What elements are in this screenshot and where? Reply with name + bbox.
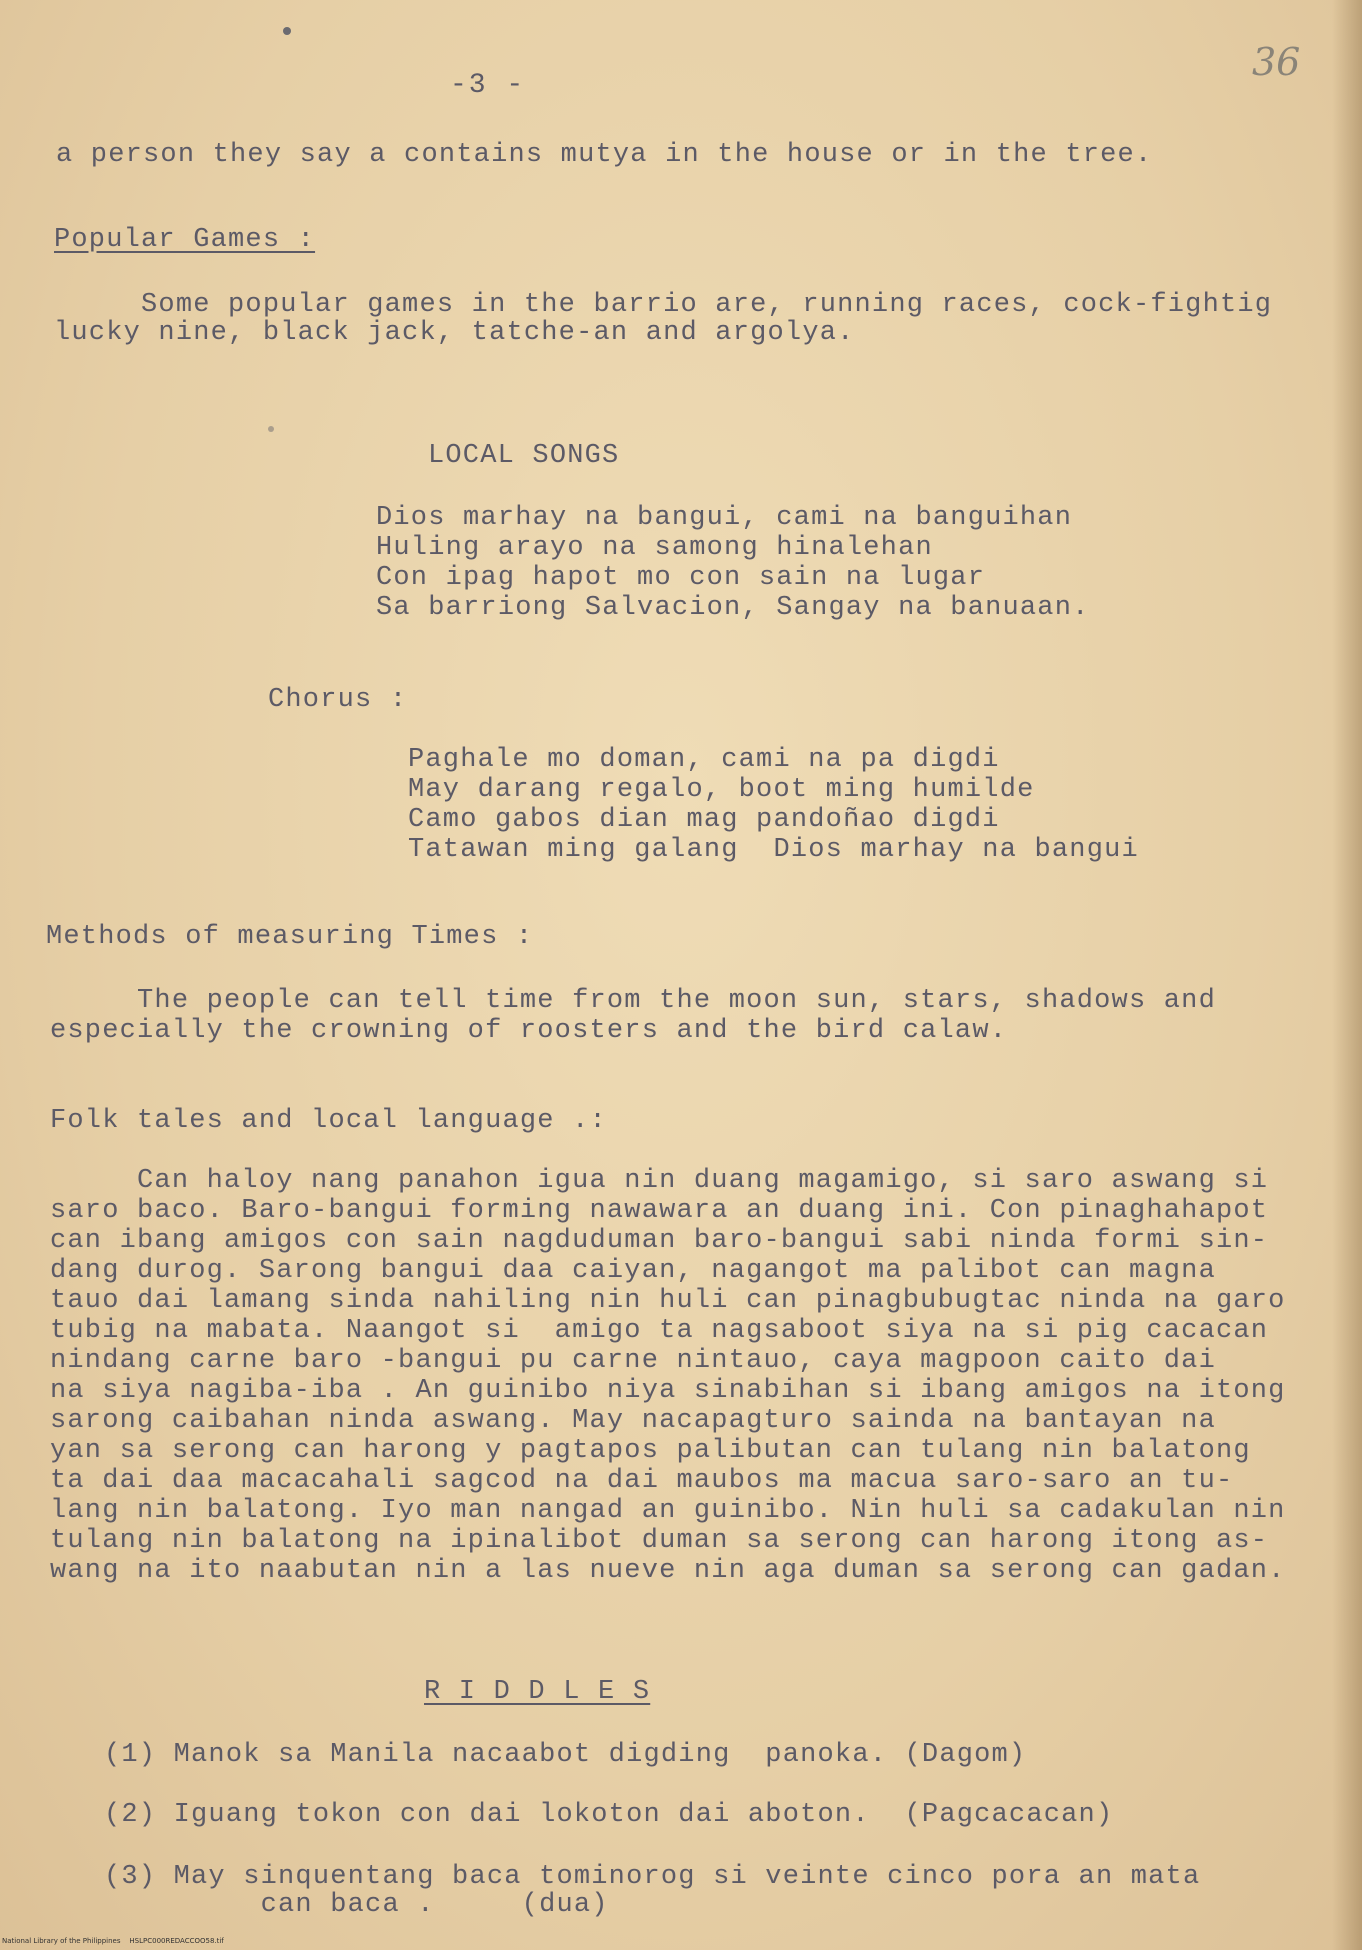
text-line: tubig na mabata. Naangot si amigo ta nagsaboot siya na si pig cacacan xyxy=(50,1316,1269,1346)
verse-line: Huling arayo na samong hinalehan xyxy=(376,533,933,563)
page-number: -3 - xyxy=(450,70,526,101)
chorus-line: Paghale mo doman, cami na pa digdi xyxy=(408,745,1000,775)
riddle-item: (2) Iguang tokon con dai lokoton dai aboton. (Pagcacacan) xyxy=(104,1800,1114,1830)
footer-caption: National Library of the Philippines HSLPC000REDACCOO58.tif xyxy=(2,1937,224,1945)
local-songs-heading: LOCAL SONGS xyxy=(428,441,620,471)
text-line: tulang nin balatong na ipinalibot duman sa serong can harong itong as- xyxy=(50,1526,1269,1556)
text-line: na siya nagiba-iba . An guinibo niya sinabihan si ibang amigos na itong xyxy=(50,1376,1286,1406)
text-line: tauo dai lamang sinda nahiling nin huli can pinagbubugtac ninda na garo xyxy=(50,1286,1286,1316)
chorus-line: Camo gabos dian mag pandoñao digdi xyxy=(408,805,1000,835)
page-edge-shadow xyxy=(1332,0,1362,1950)
chorus-label: Chorus : xyxy=(268,685,408,715)
folk-tales-heading: Folk tales and local language .: xyxy=(50,1106,607,1136)
riddle-item: (3) May sinquentang baca tominorog si veinte cinco pora an mata xyxy=(104,1862,1201,1892)
verse-line: Sa barriong Salvacion, Sangay na banuaan. xyxy=(376,593,1090,623)
text-line: lang nin balatong. Iyo man nangad an guinibo. Nin huli sa cadakulan nin xyxy=(50,1496,1286,1526)
text-line: Some popular games in the barrio are, running races, cock-fightig xyxy=(54,290,1273,320)
text-line: dang durog. Sarong bangui daa caiyan, nagangot ma palibot can magna xyxy=(50,1256,1216,1286)
text-line: ta dai daa macacahali sagcod na dai maubos ma macua saro-saro an tu- xyxy=(50,1466,1234,1496)
text-line: The people can tell time from the moon sun, stars, shadows and xyxy=(50,986,1216,1016)
riddle-item: (1) Manok sa Manila nacaabot digding panoka. (Dagom) xyxy=(104,1740,1027,1770)
text-line: sarong caibahan ninda aswang. May nacapagturo sainda na bantayan na xyxy=(50,1406,1216,1436)
intro-line: a person they say a contains mutya in the house or in the tree. xyxy=(56,140,1153,170)
text-line: wang na ito naabutan nin a las nueve nin aga duman sa serong can gadan. xyxy=(50,1556,1286,1586)
text-line: nindang carne baro -bangui pu carne nintauo, caya magpoon caito dai xyxy=(50,1346,1216,1376)
text-line: saro baco. Baro-bangui forming nawawara an duang ini. Con pinaghahapot xyxy=(50,1196,1269,1226)
verse-line: Dios marhay na bangui, cami na banguihan xyxy=(376,503,1073,533)
verse-line: Con ipag hapot mo con sain na lugar xyxy=(376,563,986,593)
chorus-line: May darang regalo, boot ming humilde xyxy=(408,775,1035,805)
measuring-times-heading: Methods of measuring Times : xyxy=(46,922,534,952)
ink-speck xyxy=(268,426,274,432)
riddle-item: can baca . (dua) xyxy=(104,1890,609,1920)
ink-speck xyxy=(283,27,291,35)
text-line: especially the crowning of roosters and the bird calaw. xyxy=(50,1016,1008,1046)
text-line: can ibang amigos con sain nagduduman baro-bangui sabi ninda formi sin- xyxy=(50,1226,1269,1256)
chorus-line: Tatawan ming galang Dios marhay na bangui xyxy=(408,835,1139,865)
popular-games-heading: Popular Games : xyxy=(54,225,316,255)
text-line: lucky nine, black jack, tatche-an and argolya. xyxy=(54,318,855,348)
text-line: yan sa serong can harong y pagtapos palibutan can tulang nin balatong xyxy=(50,1436,1251,1466)
text-line: Can haloy nang panahon igua nin duang magamigo, si saro aswang si xyxy=(50,1166,1269,1196)
riddles-heading: R I D D L E S xyxy=(424,1677,651,1707)
handwritten-page-number: 36 xyxy=(1252,40,1301,84)
